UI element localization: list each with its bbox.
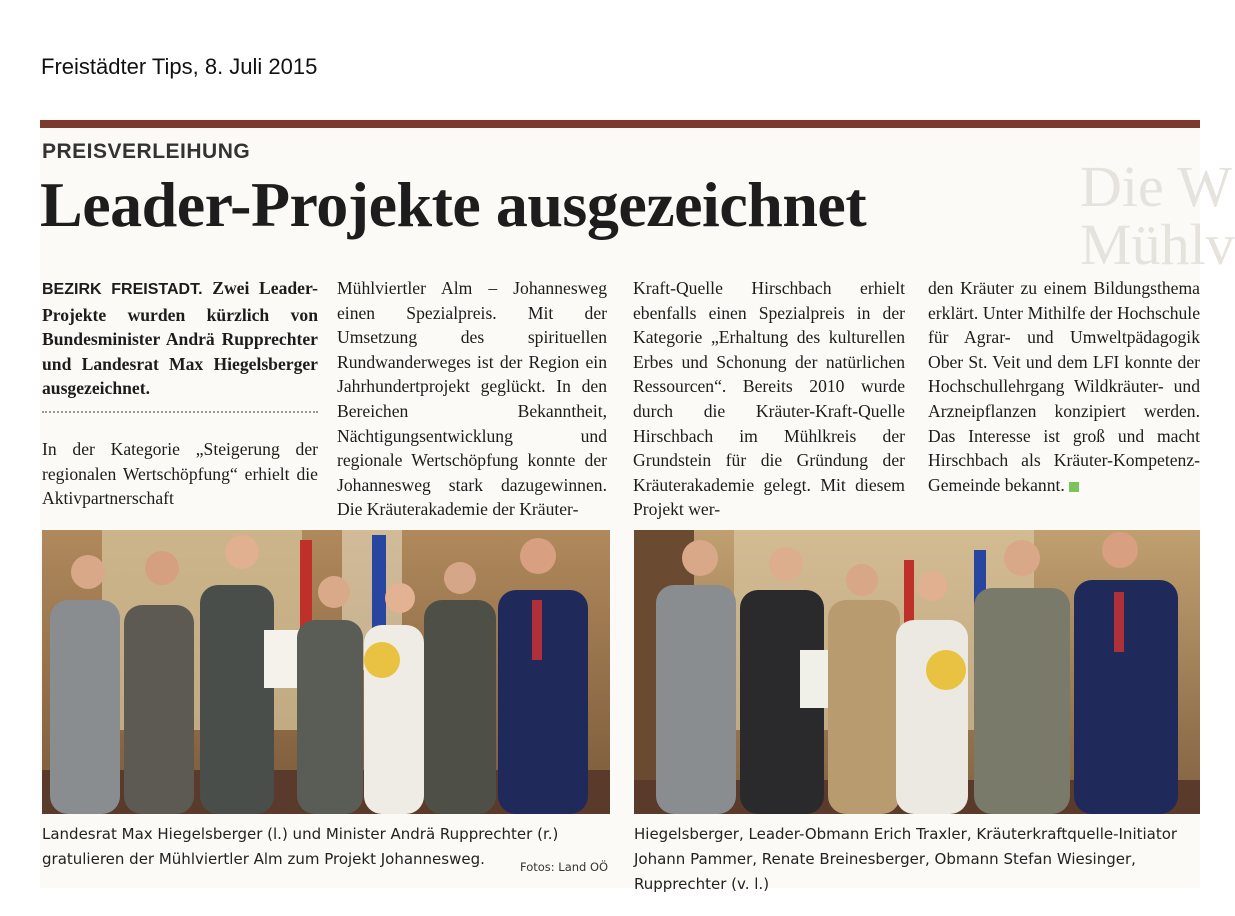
body-text-col1: In der Kategorie „Steigerung der regionalen Wertschöpfung“ erhielt die Aktivpartnerschaft [42, 438, 318, 509]
lead-text: Zwei Leader-Projekte wurden kürzlich von Bundesminister Andrä Rupprechter und Landesrat Max Hiegelsberger ausgezeichnet. [42, 278, 318, 399]
top-rule [40, 120, 1200, 128]
body-text-col2: Mühlviertler Alm – Johannesweg einen Spezialpreis. Mit der Umsetzung des spirituellen Rundwanderweges ist der Region ein Jahrhundertprojekt geglückt. In den Bereichen Bekanntheit, Nächtigungsentwicklung und regionale Wertschöpfung konnte der Johannesweg stark dazugewinnen. Die Kräuterakademie der Kräuter- [337, 278, 607, 520]
photo-credit: Fotos: Land OÖ [520, 860, 609, 874]
column-2 [337, 276, 607, 522]
end-mark-icon [1069, 482, 1079, 492]
column-1 [42, 276, 318, 511]
column-4 [928, 276, 1200, 497]
headline: Leader-Projekte ausgezeichnet [40, 169, 867, 240]
bleed-through-text: Die W Mühlv [1080, 154, 1235, 277]
caption-right: Hiegelsberger, Leader-Obmann Erich Traxler, Kräuterkraftquelle-Initiator Johann Pammer, Renate Breinesberger, Obmann Stefan Wiesinger, Rupprechter (v. l.) [634, 825, 1178, 893]
body-text-col4: den Kräuter zu einem Bildungsthema erklärt. Unter Mithilfe der Hochschule für Agrar- und Umweltpädagogik Ober St. Veit und dem LFI konnte der Hochschullehrgang Wildkräuter- und Arzneipflanzen konzipiert werden. Das Interesse ist groß und macht Hirschbach als Kräuter-Kompetenz-Gemeinde bekannt. [928, 278, 1200, 495]
photo-kraeuterakademie-award [634, 530, 1200, 814]
dotted-separator [42, 411, 318, 413]
body-text-col4-wrap [928, 276, 1200, 497]
kicker: PREISVERLEIHUNG [42, 140, 251, 163]
photo-johannesweg-award [42, 530, 610, 814]
column-3 [633, 276, 905, 522]
lead-paragraph [42, 276, 318, 401]
source-line: Freistädter Tips, 8. Juli 2015 [41, 54, 318, 79]
body-text-col3: Kraft-Quelle Hirschbach erhielt ebenfalls einen Spezialpreis in der Kategorie „Erhaltung des kulturellen Erbes und Schonung der natürlichen Ressourcen“. Bereits 2010 wurde durch die Kräuter-Kraft-Quelle Hirschbach im Mühlkreis der Grundstein für die Gründung der Kräuterakademie gelegt. Mit diesem Projekt wer- [633, 278, 905, 520]
lead-place: BEZIRK FREISTADT. [42, 281, 203, 298]
caption-left: Landesrat Max Hiegelsberger (l.) und Minister Andrä Rupprechter (r.) gratulieren der Mühlviertler Alm zum Projekt Johannesweg. [42, 825, 559, 868]
newspaper-clipping [40, 118, 1235, 893]
